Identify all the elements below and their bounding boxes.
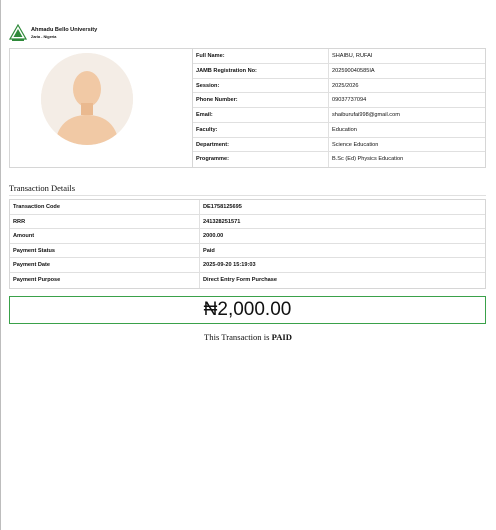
transaction-label: Amount [10, 229, 200, 243]
transaction-label: Payment Status [10, 244, 200, 258]
profile-value: B.Sc (Ed) Physics Education [332, 156, 404, 163]
profile-row-programme [193, 152, 485, 167]
transaction-row-status [10, 244, 485, 259]
profile-label: Session: [193, 79, 329, 93]
profile-value: shaiburufai998@gmail.com [332, 112, 400, 118]
profile-row-full-name [193, 49, 485, 64]
profile-label: Department: [193, 138, 329, 152]
profile-row-department [193, 138, 485, 153]
profile-row-email [193, 108, 485, 123]
profile-value: 2025/2026 [332, 82, 359, 89]
profile-label: Programme: [193, 152, 329, 167]
transaction-value: 2025-09-20 15:19:03 [203, 262, 256, 269]
transaction-row-date [10, 258, 485, 273]
profile-label: Faculty: [193, 123, 329, 137]
profile-row-faculty [193, 123, 485, 138]
section-divider [9, 195, 486, 196]
transaction-row-amount [10, 229, 485, 244]
profile-info [193, 49, 485, 167]
transaction-section-title: Transaction Details [9, 183, 76, 193]
transaction-label: Payment Purpose [10, 273, 200, 288]
profile-label: Full Name: [193, 49, 329, 63]
profile-table [9, 48, 486, 168]
abu-crest-icon [9, 24, 27, 42]
transaction-value: 241328251571 [203, 218, 241, 225]
profile-row-session [193, 79, 485, 94]
profile-row-jamb-no [193, 64, 485, 79]
university-text [31, 27, 97, 40]
profile-label: JAMB Registration No: [193, 64, 329, 78]
transaction-row-purpose [10, 273, 485, 288]
status-state: PAID [271, 332, 292, 342]
transaction-table [9, 199, 486, 289]
page-left-border [0, 0, 1, 530]
transaction-value: Direct Entry Form Purchase [203, 276, 277, 283]
profile-value: SHAIBU, RUFAI [332, 53, 373, 59]
person-silhouette-icon [41, 53, 133, 145]
amount-display: ₦2,000.00 [203, 299, 292, 320]
transaction-label: Payment Date [10, 258, 200, 272]
profile-value: 202590040585IA [332, 67, 375, 74]
university-name: Ahmadu Bello University [31, 26, 98, 33]
transaction-label: RRR [10, 215, 200, 229]
transaction-label: Transaction Code [10, 200, 200, 214]
status-prefix: This Transaction is [204, 332, 272, 342]
transaction-row-code [10, 200, 485, 215]
transaction-value: DE1758125695 [203, 204, 242, 210]
transaction-status-line [0, 332, 496, 342]
avatar [41, 53, 133, 145]
profile-value: Education [332, 126, 357, 133]
profile-label: Phone Number: [193, 93, 329, 107]
amount-box [9, 296, 486, 324]
photo-cell [10, 49, 193, 167]
university-location: Zaria - Nigeria [31, 34, 57, 39]
profile-value: Science Education [332, 141, 379, 148]
transaction-row-rrr [10, 215, 485, 230]
university-header [9, 24, 97, 42]
profile-value: 09037737094 [332, 97, 367, 104]
transaction-value: 2000.00 [203, 233, 224, 240]
transaction-value: Paid [203, 247, 215, 254]
profile-row-phone [193, 93, 485, 108]
profile-label: Email: [193, 108, 329, 122]
